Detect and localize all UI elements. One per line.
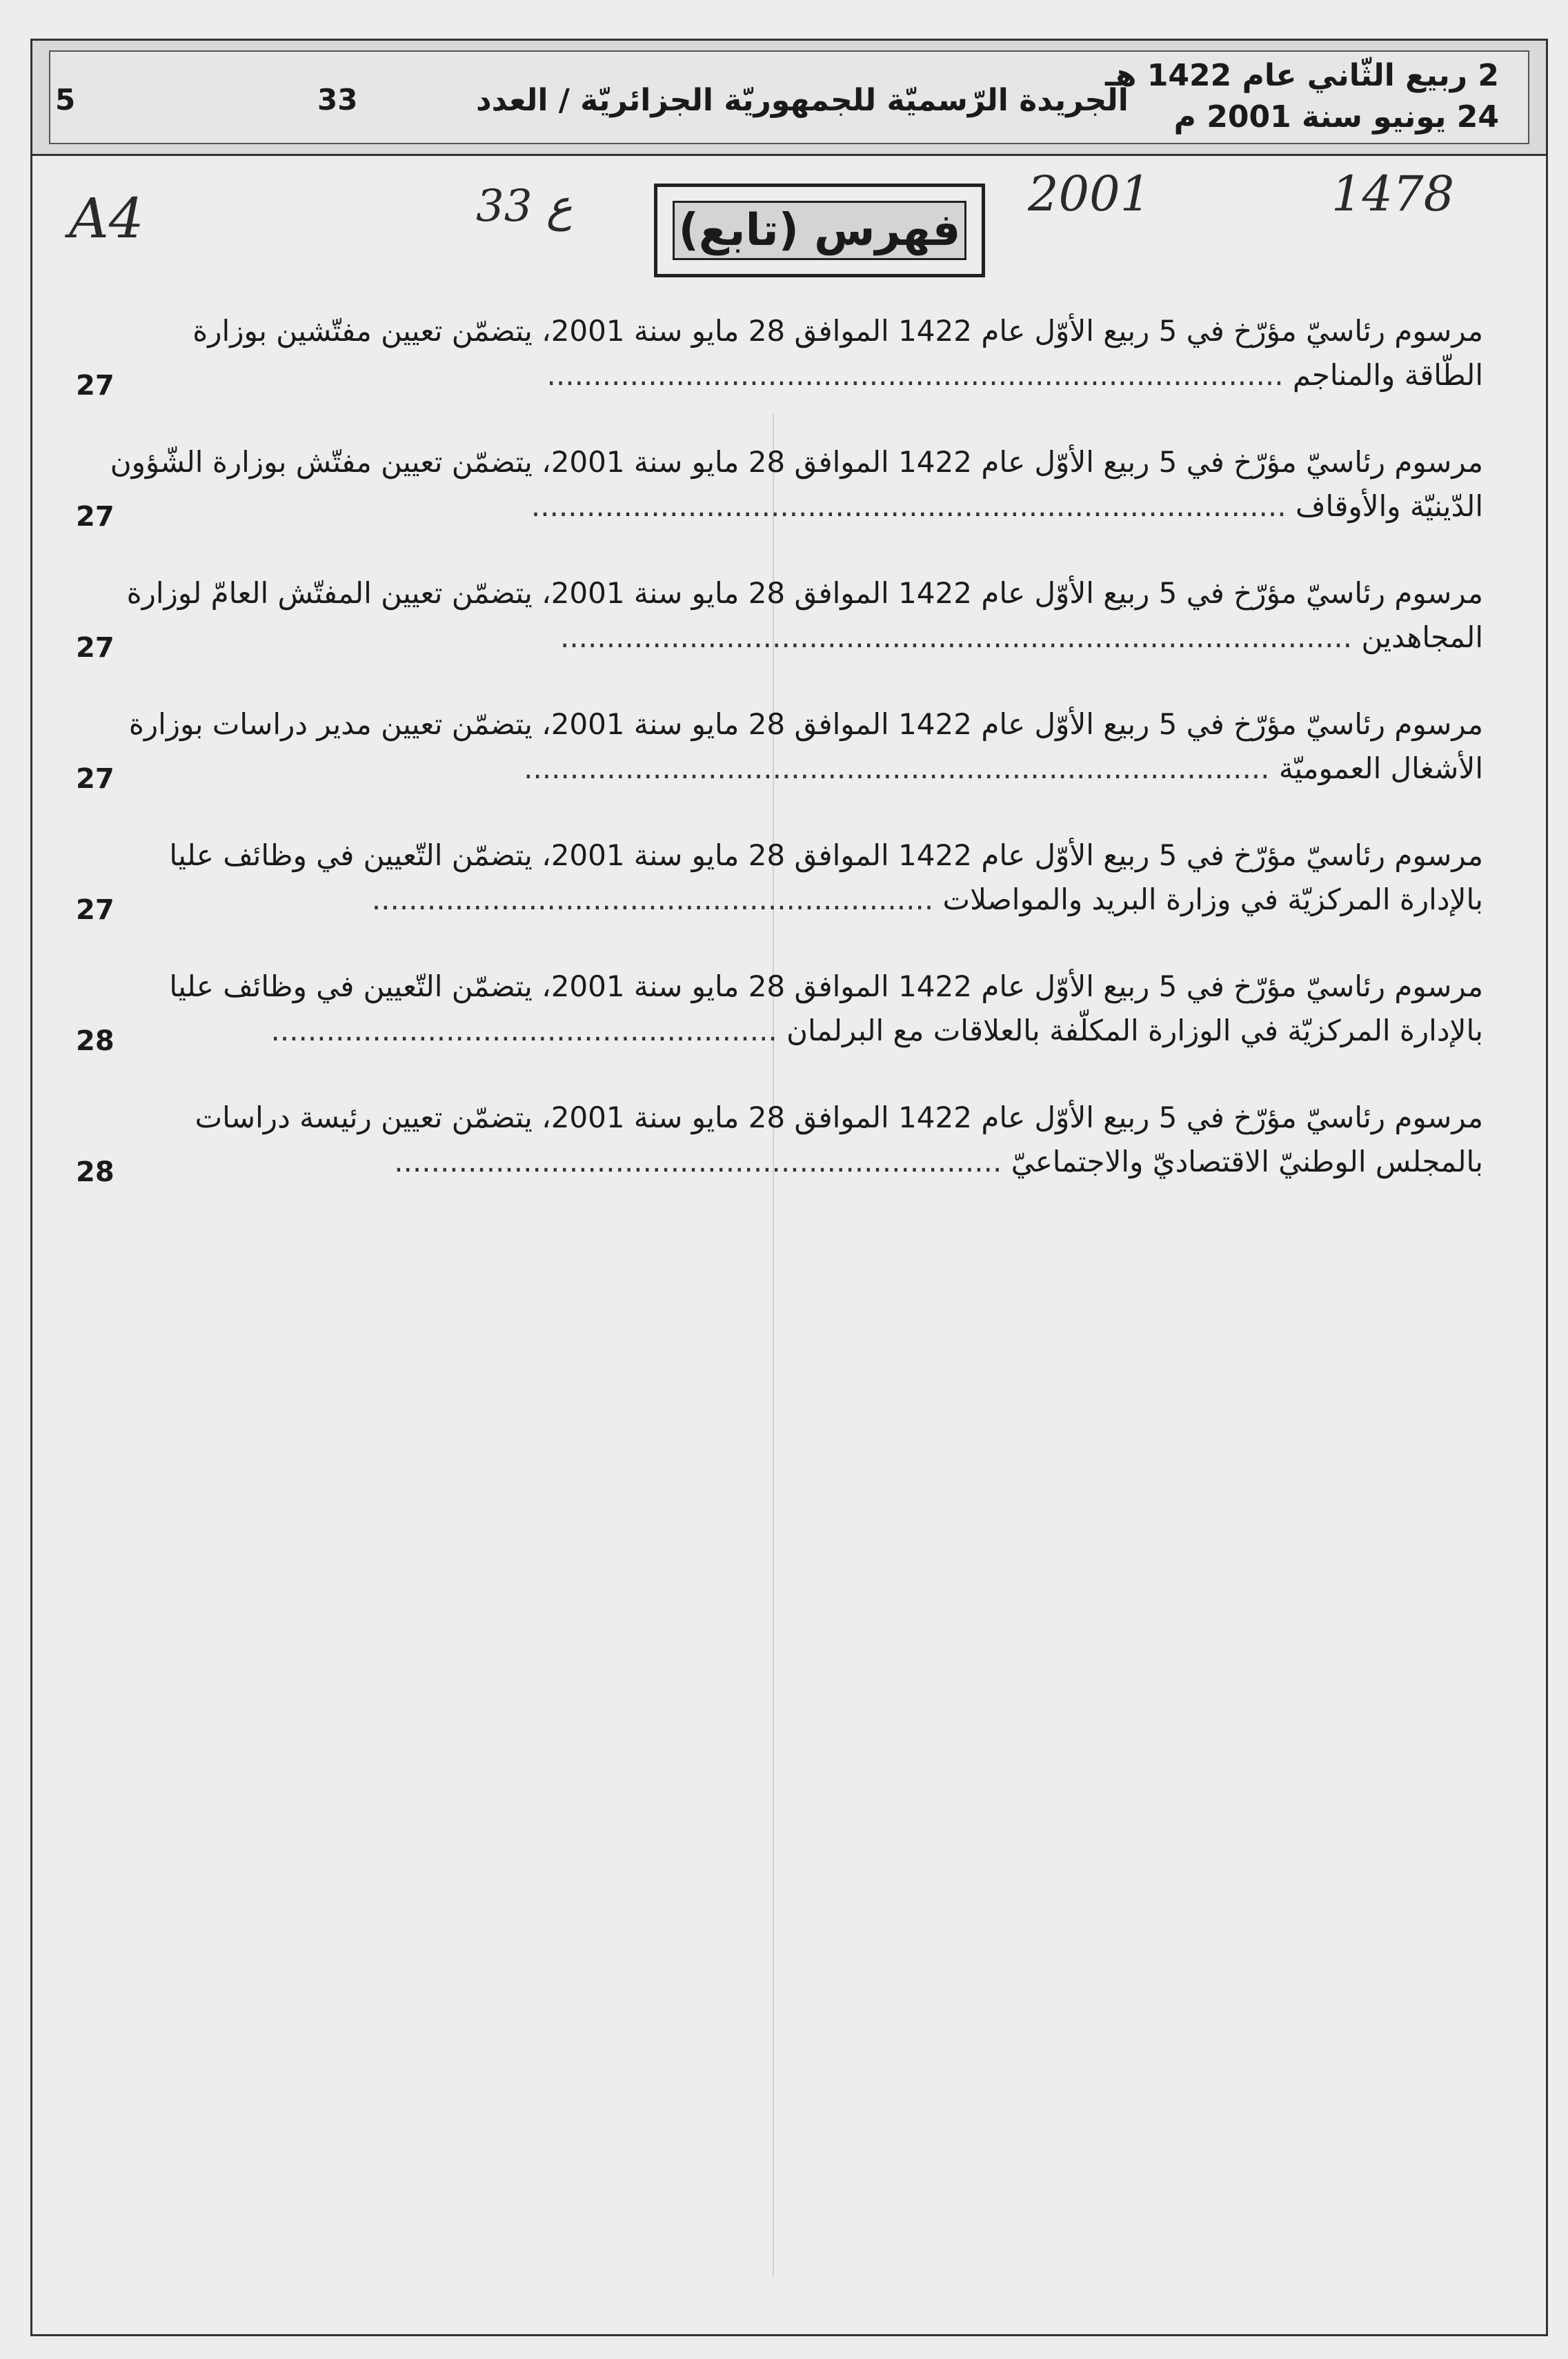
toc-entry-subject: الأشغال العموميّة (1278, 751, 1483, 785)
toc-entry-subject: المجاهدين (1361, 620, 1483, 654)
handwritten-mark-a4: A4 (69, 186, 144, 250)
toc-page-number: 28 (76, 1156, 115, 1188)
dot-leader: ................................................................................. (524, 751, 1279, 785)
index-title: فهرس (تابع) (678, 205, 961, 256)
date-gregorian: 24 يونيو سنة 2001 م (1173, 99, 1499, 135)
toc-entry-continuation (186, 355, 1483, 396)
dot-leader: ............................................................. (371, 882, 943, 916)
toc-entry[interactable] (76, 835, 1483, 966)
page-number: 5 (55, 83, 76, 117)
date-hijri: 2 ربيع الثّاني عام 1422 هـ (1104, 58, 1499, 93)
toc-entry-subject: بالإدارة المركزيّة في وزارة البريد والمواصلات (942, 882, 1483, 916)
handwritten-mark-year: 2001 (1028, 166, 1151, 222)
toc-entry-continuation (186, 617, 1483, 658)
toc-entry-subject: بالإدارة المركزيّة في الوزارة المكلّفة بالعلاقات مع البرلمان (786, 1014, 1483, 1047)
index-title-box (654, 184, 985, 277)
dot-leader: ....................................................... (270, 1014, 787, 1047)
toc-entry-subject: بالمجلس الوطنيّ الاقتصاديّ والاجتماعيّ (1011, 1145, 1483, 1178)
toc-entry[interactable] (76, 442, 1483, 573)
issue-number: 33 (317, 83, 358, 117)
toc-page-number: 27 (76, 501, 115, 533)
toc-entry-continuation (186, 748, 1483, 789)
handwritten-mark-issue: 33 ع (476, 181, 573, 232)
toc-entry-continuation (186, 486, 1483, 527)
toc-entry-line: مرسوم رئاسيّ مؤرّخ في 5 ربيع الأوّل عام 1422 الموافق 28 مايو سنة 2001، يتضمّن التّعيين في وظائف عليا (169, 969, 1483, 1003)
toc-entry-continuation (186, 1141, 1483, 1183)
toc-entry-continuation (186, 1010, 1483, 1052)
dot-leader: .................................................................. (394, 1145, 1011, 1178)
toc-page-number: 27 (76, 370, 115, 402)
toc-entry-subject: الطّاقة والمناجم (1292, 358, 1483, 392)
toc-entry-line: مرسوم رئاسيّ مؤرّخ في 5 ربيع الأوّل عام 1422 الموافق 28 مايو سنة 2001، يتضمّن تعيين المفتّش العامّ لوزارة (126, 576, 1483, 610)
handwritten-mark-number: 1478 (1331, 166, 1455, 222)
toc-entry[interactable] (76, 310, 1483, 442)
toc-entry-line: مرسوم رئاسيّ مؤرّخ في 5 ربيع الأوّل عام 1422 الموافق 28 مايو سنة 2001، يتضمّن تعيين مفتّشين بوزارة (192, 314, 1483, 348)
dot-leader: .................................................................................. (530, 489, 1296, 523)
dot-leader: ................................................................................ (546, 358, 1293, 392)
toc-entry-continuation (186, 879, 1483, 920)
toc-entry[interactable] (76, 966, 1483, 1097)
index-title-inner (673, 201, 966, 260)
toc-entry-line: مرسوم رئاسيّ مؤرّخ في 5 ربيع الأوّل عام 1422 الموافق 28 مايو سنة 2001، يتضمّن تعيين مفتّش بوزارة الشّؤون (110, 445, 1483, 479)
toc-entry[interactable] (76, 704, 1483, 835)
table-of-contents (76, 310, 1483, 1228)
toc-entry[interactable] (76, 1097, 1483, 1228)
toc-entry-line: مرسوم رئاسيّ مؤرّخ في 5 ربيع الأوّل عام 1422 الموافق 28 مايو سنة 2001، يتضمّن تعيين مدير دراسات بوزارة (128, 707, 1483, 741)
toc-page-number: 28 (76, 1025, 115, 1057)
journal-title: الجريدة الرّسميّة للجمهوريّة الجزائريّة / العدد (476, 83, 1129, 118)
toc-page-number: 27 (76, 763, 115, 795)
dot-leader: ...................................................................................... (559, 620, 1362, 654)
toc-page-number: 27 (76, 632, 115, 664)
toc-entry-line: مرسوم رئاسيّ مؤرّخ في 5 ربيع الأوّل عام 1422 الموافق 28 مايو سنة 2001، يتضمّن تعيين رئيسة دراسات (195, 1100, 1483, 1134)
toc-entry[interactable] (76, 573, 1483, 704)
toc-page-number: 27 (76, 894, 115, 926)
toc-entry-subject: الدّينيّة والأوقاف (1295, 489, 1483, 523)
toc-entry-line: مرسوم رئاسيّ مؤرّخ في 5 ربيع الأوّل عام 1422 الموافق 28 مايو سنة 2001، يتضمّن التّعيين في وظائف عليا (169, 838, 1483, 872)
